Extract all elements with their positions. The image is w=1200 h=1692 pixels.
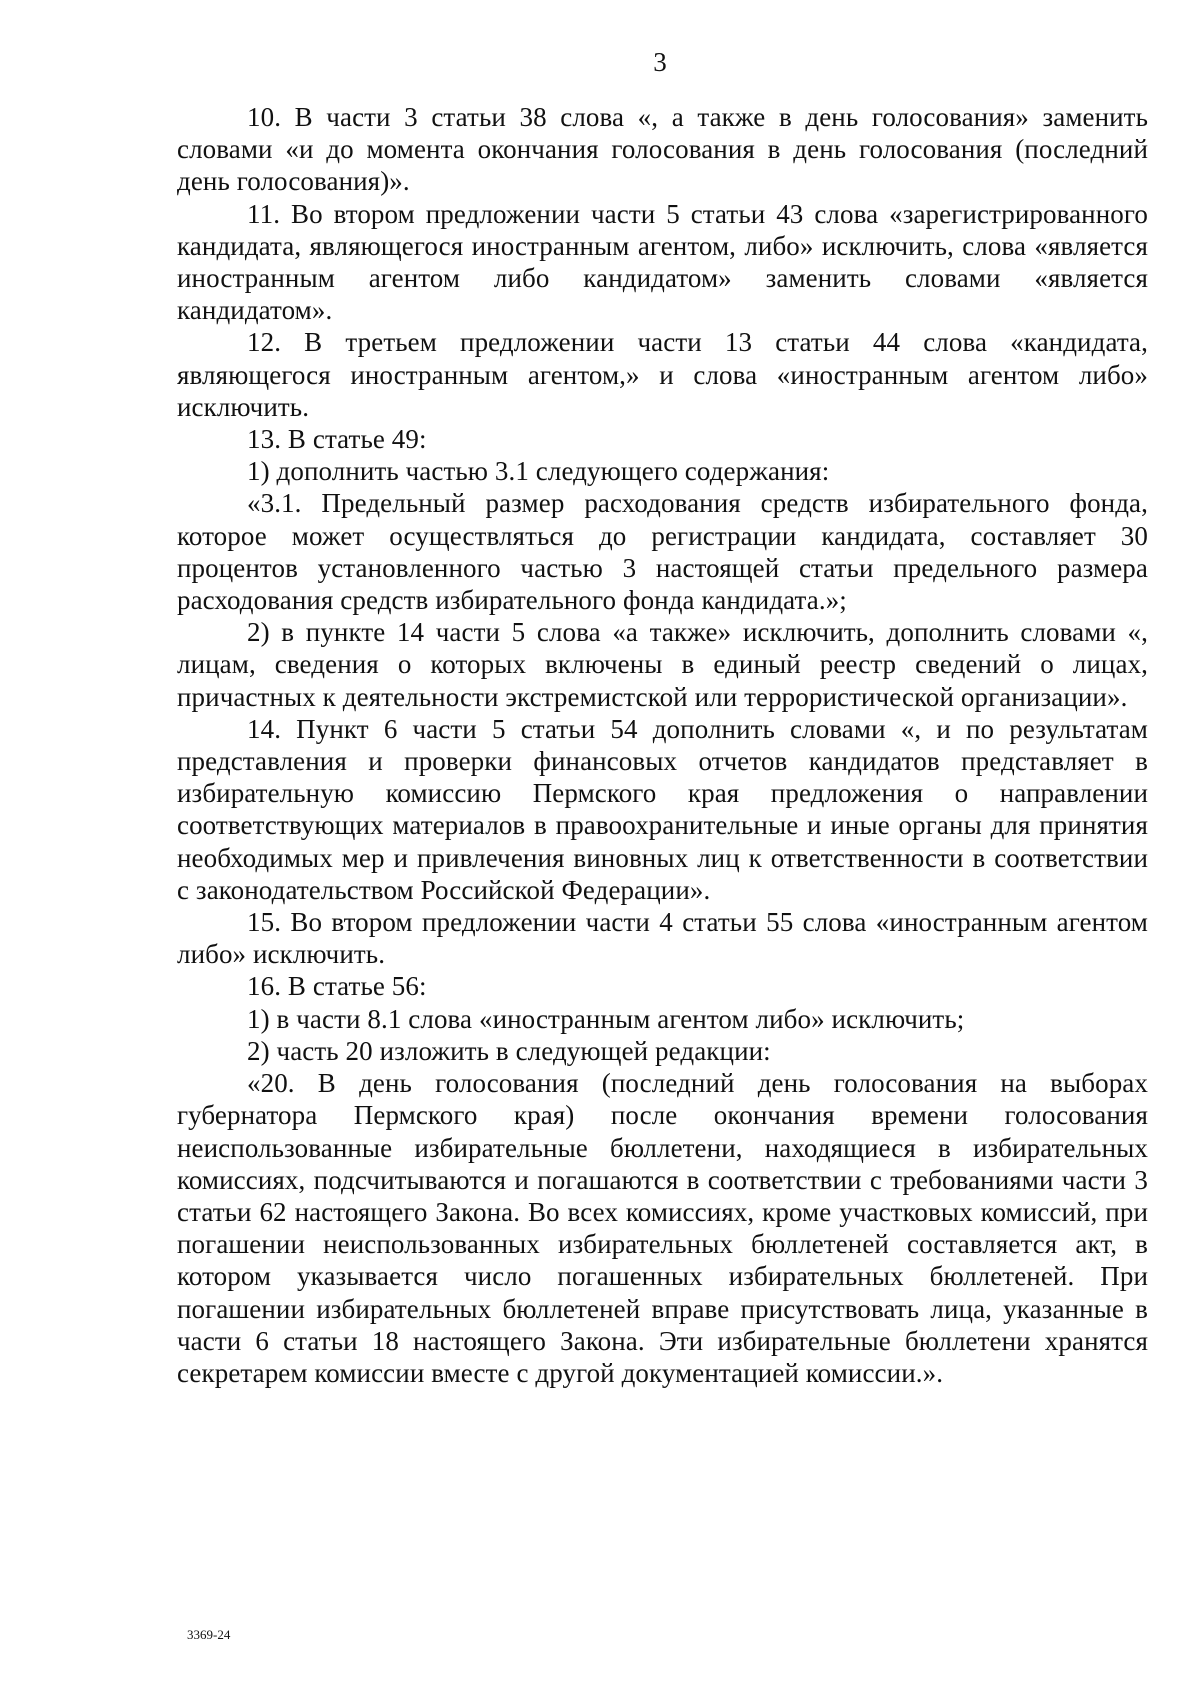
page-number: 3 bbox=[653, 47, 667, 77]
paragraph-quote-20: «20. В день голосования (последний день голосования на выборах губернатора Пермского края) после окончания времени голосования неиспользованные избирательные бюллетени, находящиеся в избирательных комиссиях, подсчитываются и погашаются в соответствии с требованиями части 3 статьи 62 настоящего Закона. Во всех комиссиях, кроме участковых комиссий, при погашении неиспользованных избирательных бюллетеней составляется акт, в котором указывается число погашенных избирательных бюллетеней. При погашении избирательных бюллетеней вправе присутствовать лица, указанные в части 6 статьи 18 настоящего Закона. Эти избирательные бюллетени хранятся секретарем комиссии вместе с другой документацией комиссии.». bbox=[177, 1068, 1148, 1388]
paragraph-item-12: 12. В третьем предложении части 13 статьи 44 слова «кандидата, являющегося иностранным агентом,» и слова «иностранным агентом либо» исключить. bbox=[177, 327, 1148, 422]
paragraph-quote-3-1: «3.1. Предельный размер расходования средств избирательного фонда, которое может осуществляться до регистрации кандидата, составляет 30 процентов установленного частью 3 настоящей статьи предельного размера расходования средств избирательного фонда кандидата.»; bbox=[177, 488, 1148, 616]
paragraph-item-13-2: 2) в пункте 14 части 5 слова «а также» исключить, дополнить словами «, лицам, сведения о которых включены в единый реестр сведений о лицах, причастных к деятельности экстремистской или террористической организации». bbox=[177, 617, 1148, 712]
paragraph-item-16: 16. В статье 56: bbox=[247, 971, 427, 1002]
paragraph-item-14: 14. Пункт 6 части 5 статьи 54 дополнить словами «, и по результатам представления и проверки финансовых отчетов кандидатов представляет в избирательную комиссию Пермского края предложения о направлении соответствующих материалов в правоохранительные и иные органы для принятия необходимых мер и привлечения виновных лиц к ответственности в соответствии с законодательством Российской Федерации». bbox=[177, 713, 1148, 905]
paragraph-item-10: 10. В части 3 статьи 38 слова «, а также в день голосования» заменить словами «и до момента окончания голосования в день голосования (последний день голосования)». bbox=[177, 102, 1148, 197]
paragraph-item-16-1: 1) в части 8.1 слова «иностранным агентом либо» исключить; bbox=[247, 1003, 965, 1034]
paragraph-item-11: 11. Во втором предложении части 5 статьи 43 слова «зарегистрированного кандидата, являющегося иностранным агентом, либо» исключить, слова «является иностранным агентом либо кандидатом» заменить словами «является кандидатом». bbox=[177, 198, 1148, 326]
paragraph-item-16-2: 2) часть 20 изложить в следующей редакции: bbox=[247, 1035, 771, 1066]
document-code: 3369-24 bbox=[187, 1627, 231, 1642]
document-body bbox=[177, 101, 1148, 1389]
paragraph-item-13: 13. В статье 49: bbox=[247, 424, 427, 455]
paragraph-item-15: 15. Во втором предложении части 4 статьи 55 слова «иностранным агентом либо» исключить. bbox=[177, 907, 1148, 970]
paragraph-item-13-1: 1) дополнить частью 3.1 следующего содержания: bbox=[247, 456, 830, 487]
